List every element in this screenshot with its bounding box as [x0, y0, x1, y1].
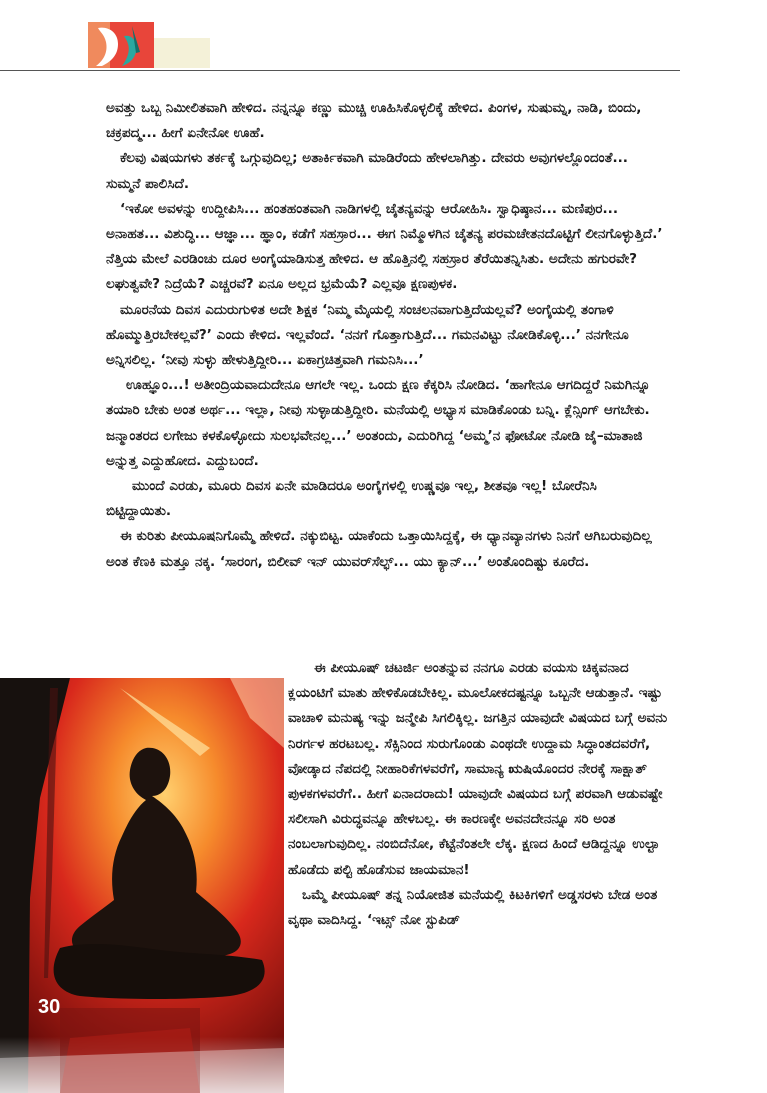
meditation-illustration: [0, 678, 284, 1093]
header-tab: [154, 38, 210, 68]
paragraph: ಮೂರನೆಯ ದಿವಸ ಎದುರುಗುಳಿತ ಅದೇ ಶಿಕ್ಷಕ ‘ನಿಮ್ಮ ಮೈಯಲ್ಲಿ ಸಂಚಲನವಾಗುತ್ತಿದೆಯಲ್ಲವೆ? ಅಂಗೈಯಲ್ಲಿ ತಂಗಾಳಿ ಹೊಮ್ಮುತ್ತಿರಬೇಕಲ್ಲವೆ?’ ಎಂದು ಕೇಳಿದ. ಇಲ್ಲವೆಂದೆ. ‘ನನಗೆ ಗೊತ್ತಾಗುತ್ತಿದೆ... ಗಮನವಿಟ್ಟು ನೋಡಿಕೊಳ್ಳಿ...’ ನನಗೇನೂ ಅನ್ನಿಸಲಿಲ್ಲ. ‘ನೀವು ಸುಳ್ಳು ಹೇಳುತ್ತಿದ್ದೀರಿ... ಏಕಾಗ್ರಚಿತ್ತವಾಗಿ ಗಮನಿಸಿ...’: [106, 301, 629, 369]
paragraph: ಒಮ್ಮೆ ಪೀಯೂಷ್ ತನ್ನ ನಿಯೋಜಿತ ಮನೆಯಲ್ಲಿ ಕಿಟಕಿಗಳಿಗೆ ಅಡ್ಡಸರಳು ಬೇಡ ಅಂತ ವೃಥಾ ವಾದಿಸಿದ್ದ. ‘ಇಟ್ಸ್ ನೋ ಸ್ಟುಪಿಡ್: [288, 886, 658, 929]
paragraph: ಕೆಲವು ವಿಷಯಗಳು ತರ್ಕಕ್ಕೆ ಒಗ್ಗುವುದಿಲ್ಲ; ಅತಾರ್ಕಿಕವಾಗಿ ಮಾಡಿರೆಂದು ಹೇಳಲಾಗಿತ್ತು. ದೇವರು ಅವುಗಳಲ್ಲೊಂದಂತೆ... ಸುಮ್ಮನೆ ಪಾಲಿಸಿದೆ.: [106, 150, 628, 192]
article-body-top: [106, 96, 666, 575]
paragraph: ‘ಇಕೋ ಅವಳನ್ನು ಉದ್ದೀಪಿಸಿ... ಹಂತಹಂತವಾಗಿ ನಾಡಿಗಳಲ್ಲಿ ಚೈತನ್ಯವನ್ನು ಆರೋಹಿಸಿ. ಸ್ವಾಧಿಷ್ಠಾನ... ಮಣಿಪುರ... ಅನಾಹತ... ವಿಶುದ್ಧಿ... ಆಜ್ಞಾ... ಹ್ಞಾಂ, ಕಡೆಗೆ ಸಹಸ್ರಾರ... ಈಗ ನಿಮ್ಮೊಳಗಿನ ಚೈತನ್ಯ ಪರಮಚೇತನದೊಟ್ಟಿಗೆ ಲೀನಗೊಳ್ಳುತ್ತಿದೆ.’ ನೆತ್ತಿಯ ಮೇಲೆ ಎರಡಿಂಚು ದೂರ ಅಂಗೈಯಾಡಿಸುತ್ತ ಹೇಳಿದ. ಆ ಹೊತ್ತಿನಲ್ಲಿ ಸಹಸ್ರಾರ ತೆರೆಯಿತನ್ನಿಸಿತು. ಅದೇನು ಹಗುರವೇ? ಲಘುತ್ವವೇ? ನಿದ್ರೆಯೆ? ಎಚ್ಚರವೆ? ಏನೂ ಅಲ್ಲದ ಭ್ರಮೆಯೆ? ಎಲ್ಲವೂ ಕ್ಷಣಪುಳಕ.: [106, 200, 663, 293]
paragraph: ಈ ಪೀಯೂಷ್ ಚಟರ್ಜಿ ಅಂತನ್ನುವ ನನಗೂ ಎರಡು ವಯಸು ಚಿಕ್ಕವನಾದ ಕ್ಲಯಂಟಿಗೆ ಮಾತು ಹೇಳಿಕೊಡಬೇಕಿಲ್ಲ. ಮೂಲೋಕದಷ್ಟನ್ನೂ ಒಬ್ಬನೇ ಆಡುತ್ತಾನೆ. ಇಷ್ಟು ವಾಚಾಳಿ ಮನುಷ್ಯ ಇನ್ನು ಜನ್ಮೇಪಿ ಸಿಗಲಿಕ್ಕಿಲ್ಲ. ಜಗತ್ತಿನ ಯಾವುದೇ ವಿಷಯದ ಬಗ್ಗೆ ಅವನು ನಿರರ್ಗಳ ಹರಟಬಲ್ಲ. ಸೆಕ್ಸಿನಿಂದ ಸುರುಗೊಂಡು ಎಂಥದೇ ಉದ್ದಾಮ ಸಿದ್ಧಾಂತದವರೆಗೆ, ವೋಡ್ಕಾದ ನೆಪದಲ್ಲಿ ನೀಹಾರಿಕೆಗಳವರೆಗೆ, ಸಾಮಾನ್ಯ ಋಷಿಯೊಂದರ ನೇರಕ್ಕೆ ಸಾಕ್ಷಾತ್ ಪುಳಕಗಳವರೆಗೆ.. ಹೀಗೆ ಏನಾದರಾದು! ಯಾವುದೇ ವಿಷಯದ ಬಗ್ಗೆ ಪರವಾಗಿ ಆಡುವಷ್ಟೇ ಸಲೀಸಾಗಿ ವಿರುದ್ಧವನ್ನೂ ಹೇಳಬಲ್ಲ. ಈ ಕಾರಣಕ್ಕೇ ಅವನದೇನನ್ನೂ ಸರಿ ಅಂತ ನಂಬಲಾಗುವುದಿಲ್ಲ. ನಂಬಿದೆನೋ, ಕೆಟ್ಟೆನೆಂತಲೇ ಲೆಕ್ಕ. ಕ್ಷಣದ ಹಿಂದೆ ಆಡಿದ್ದನ್ನೂ ಉಲ್ಟಾ ಹೊಡೆದು ಪಲ್ಟಿ ಹೊಡೆಸುವ ಜಾಯಮಾನ!: [288, 660, 668, 878]
paragraph: ಮುಂದೆ ಎರಡು, ಮೂರು ದಿವಸ ಏನೇ ಮಾಡಿದರೂ ಅಂಗೈಗಳಲ್ಲಿ ಉಷ್ಣವೂ ಇಲ್ಲ, ಶೀತವೂ ಇಲ್ಲ! ಬೋರೆನಿಸಿ ಬಿಟ್ಟಿದ್ದಾಯಿತು.: [106, 478, 597, 520]
magazine-logo: [88, 22, 154, 68]
page-number: 30: [38, 996, 61, 1018]
paragraph: ಅವತ್ತು ಒಬ್ಬ ನಿಮೀಲಿತವಾಗಿ ಹೇಳಿದ. ನನ್ನನ್ನೂ ಕಣ್ಣು ಮುಚ್ಚಿ ಊಹಿಸಿಕೊಳ್ಳಲಿಕ್ಕೆ ಹೇಳಿದ. ಪಿಂಗಳ, ಸುಷುಮ್ನ, ನಾಡಿ, ಬಿಂದು, ಚಕ್ರಪದ್ಮ... ಹೀಗೆ ಏನೇನೋ ಊಹೆ.: [106, 100, 642, 142]
header-rule: [0, 70, 680, 71]
article-body-side: [288, 656, 676, 933]
paragraph: ಈ ಕುರಿತು ಪೀಯೂಷನಿಗೊಮ್ಮೆ ಹೇಳಿದೆ. ನಕ್ಕುಬಿಟ್ಟ. ಯಾಕೆಂದು ಒತ್ತಾಯಿಸಿದ್ದಕ್ಕೆ, ಈ ಧ್ಯಾನವ್ಯಾನಗಳು ನಿನಗೆ ಆಗಿಬರುವುದಿಲ್ಲ ಅಂತ ಕೆಣಕಿ ಮತ್ತೂ ನಕ್ಕ. ‘ಸಾರಂಗ, ಬಿಲೀವ್ ಇನ್ ಯುವರ್‌ಸೆಲ್ಫ್... ಯು ಕ್ಯಾನ್...’ ಅಂತೊಂದಿಷ್ಟು ಕೂರೆದ.: [106, 528, 652, 570]
paragraph: ಊಹ್ಞೂಂ...! ಅತೀಂದ್ರಿಯವಾದುದೇನೂ ಆಗಲೇ ಇಲ್ಲ. ಒಂದು ಕ್ಷಣ ಕೆಕ್ಕರಿಸಿ ನೋಡಿದ. ‘ಹಾಗೇನೂ ಆಗದಿದ್ದರೆ ನಿಮಗಿನ್ನೂ ತಯಾರಿ ಬೇಕು ಅಂತ ಅರ್ಥ... ಇಲ್ಲಾ, ನೀವು ಸುಳ್ಳಾಡುತ್ತಿದ್ದೀರಿ. ಮನೆಯಲ್ಲಿ ಅಭ್ಯಾಸ ಮಾಡಿಕೊಂಡು ಬನ್ನಿ. ಕ್ಲೆನ್ಸಿಂಗ್ ಆಗಬೇಕು. ಜನ್ಮಾಂತರದ ಲಗೇಜು ಕಳಕೊಳ್ಳೋದು ಸುಲಭವೇನಲ್ಲ...’ ಅಂತಂದು, ಎದುರಿಗಿದ್ದ ‘ಅಮ್ಮ’ನ ಫೋಟೋ ನೋಡಿ ಜೈ–ಮಾತಾಜಿ ಅನ್ನುತ್ತ ಎದ್ದುಹೋದ. ಎದ್ದುಬಂದೆ.: [106, 377, 651, 469]
